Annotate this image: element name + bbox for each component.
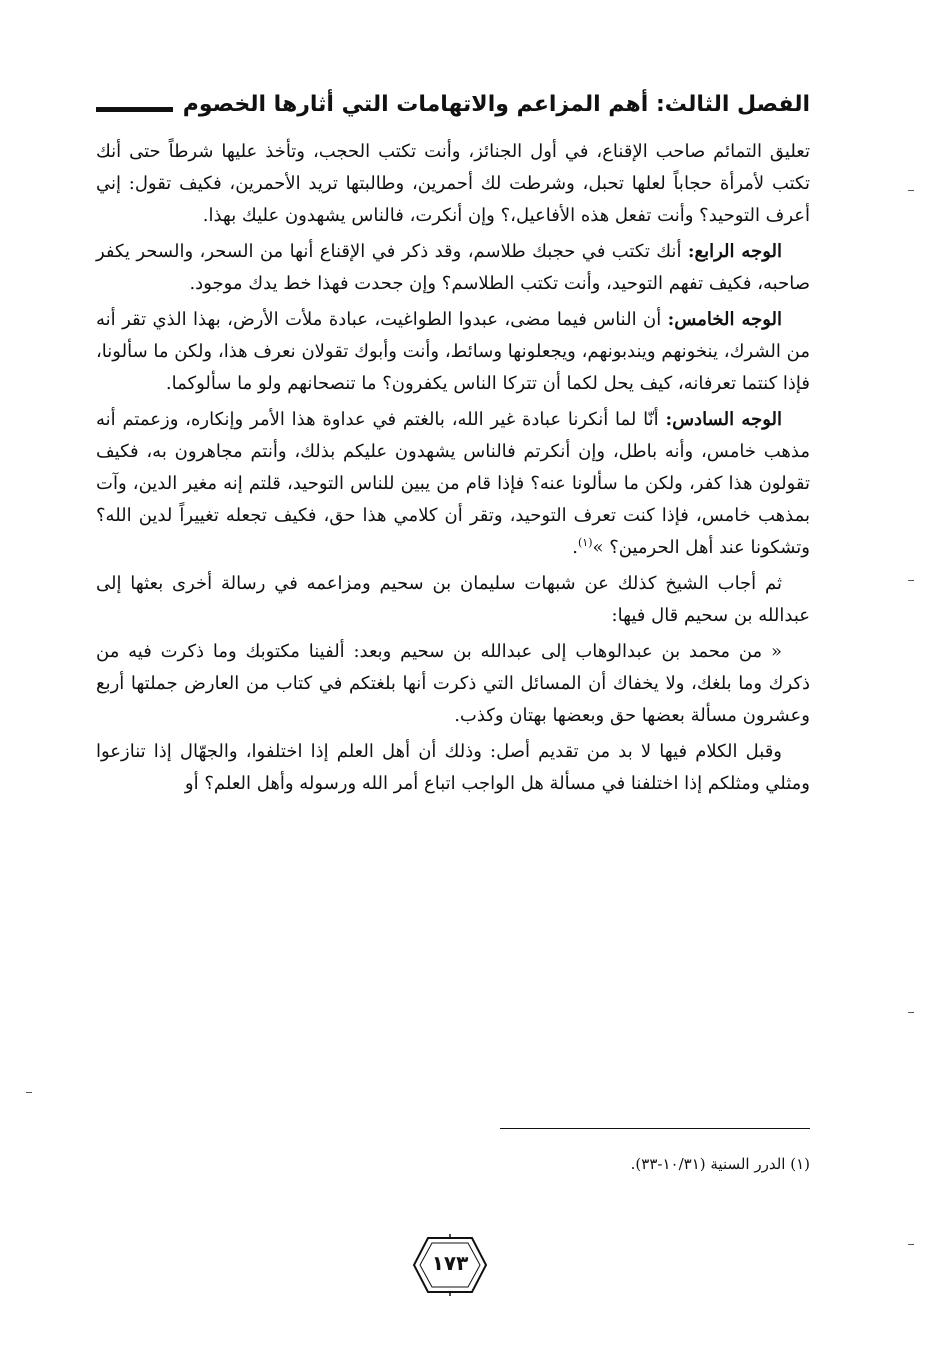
body-text: [96, 136, 810, 804]
paragraph-text: وقبل الكلام فيها لا بد من تقديم أصل: وذلك أن أهل العلم إذا اختلفوا، والجهّال إذا تنازعوا ومثلي ومثلكم إذا اختلفنا في مسألة هل الواجب اتباع أمر الله ورسوله وأهل العلم؟ أو: [96, 741, 810, 794]
paragraph-text: أن الناس فيما مضى، عبدوا الطواغيت، عبادة ملأت الأرض، بهذا الذي تقر أنه من الشرك، ينخونهم ويندبونهم، ويجعلونها وسائط، وأنت وأبوك تقولان نعرف هذا، ولكن ما سألونا، فإذا كنتما تعرفانه، كيف يحل لكما أن تتركا الناس يكفرون؟ ما تنصحانهم ولو ما سألوكما.: [96, 309, 810, 394]
paragraph: [96, 736, 810, 800]
paragraph-text: تعليق التمائم صاحب الإقناع، في أول الجنائز، وأنت تكتب الحجب، وتأخذ عليها شرطاً حتى أنك تكتب لأمرأة حجاباً لعلها تحبل، وشرطت لك أحمرين، وطالبتها تريد الأحمرين، فكيف تقول: إني أعرف التوحيد؟ وأنت تفعل هذه الأفاعيل،؟ وإن أنكرت، فالناس يشهدون عليك بهذا.: [96, 141, 810, 226]
margin-mark: [908, 580, 914, 581]
margin-mark: [26, 1092, 32, 1093]
footnote-reference: (١): [577, 536, 593, 549]
chapter-title: الفصل الثالث: أهم المزاعم والاتهامات التي أثارها الخصوم: [182, 92, 810, 117]
paragraph: [96, 136, 810, 232]
paragraph-text: ثم أجاب الشيخ كذلك عن شبهات سليمان بن سحيم ومزاعمه في رسالة أخرى بعثها إلى عبدالله بن سحيم قال فيها:: [96, 573, 810, 626]
paragraph-text: أنك تكتب في حجبك طلاسم، وقد ذكر في الإقناع أنها من السحر، والسحر يكفر صاحبه، فكيف تفهم التوحيد، وأنت تكتب الطلاسم؟ وإن جحدت فهذا خط يدك موجود.: [96, 241, 810, 294]
page-number-ornament: [410, 1234, 490, 1296]
margin-mark: [908, 1244, 914, 1245]
paragraph-tail: .: [572, 537, 578, 558]
margin-mark: [908, 190, 914, 191]
margin-mark: [908, 1012, 914, 1013]
header-rule: [96, 107, 173, 112]
paragraph-text: « من محمد بن عبدالوهاب إلى عبدالله بن سحيم وبعد: ألفينا مكتوبك وما ذكرت فيه من ذكرك وما بلغك، ولا يخفاك أن المسائل التي ذكرت أنها بلغتكم في كتاب من العارض جملتها أربع وعشرون مسألة بعضها حق وبعضها بهتان وكذب.: [96, 641, 810, 726]
paragraph: [96, 636, 810, 732]
paragraph-text: أنّا لما أنكرنا عبادة غير الله، بالغتم في عداوة هذا الأمر وإنكاره، وزعمتم أنه مذهب خامس، وأنه باطل، وإن أنكرتم فالناس يشهدون عليكم بذلك، وأنتم مجاهرون به، فكيف تقولون هذا كفر، ولكن ما سألونا عنه؟ فإذا قام من يبين للناس التوحيد، قلتم إنه مغير الدين، وآت بمذهب خامس، فإذا كنت تعرف التوحيد، وتقر أن كلامي هذا حق، فكيف تجعله تغييراً لدين الله؟ وتشكونا عند أهل الحرمين؟ »: [96, 409, 810, 558]
paragraph: [96, 404, 810, 564]
footnote: (١) الدرر السنية (١٠/٣١-٣٣).: [630, 1155, 810, 1173]
paragraph: [96, 236, 810, 300]
running-header: [96, 72, 810, 116]
footnote-divider: [500, 1128, 810, 1129]
paragraph: [96, 568, 810, 632]
paragraph: [96, 304, 810, 400]
paragraph-lead: الوجه الخامس:: [667, 309, 783, 330]
paragraph-lead: الوجه السادس:: [665, 409, 782, 430]
page-number: ١٧٣: [431, 1251, 469, 1275]
paragraph-lead: الوجه الرابع:: [687, 241, 782, 262]
